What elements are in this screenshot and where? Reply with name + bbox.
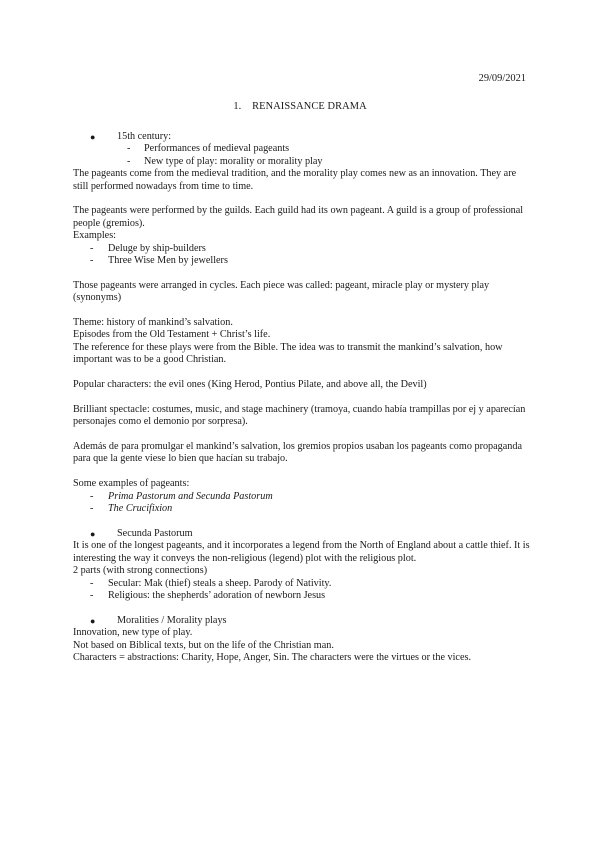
list-item: - Secular: Mak (thief) steals a sheep. Parody of Nativity.: [90, 577, 332, 589]
not-biblical-line: Not based on Biblical texts, but on the life of the Christian man.: [73, 639, 334, 651]
section-title: [0, 101, 600, 113]
bullet-icon: ●: [90, 615, 96, 626]
bullet-moralities: ● Moralities / Morality plays: [90, 614, 227, 626]
list-item: - Prima Pastorum and Secunda Pastorum: [90, 490, 273, 502]
dash-icon: -: [127, 143, 131, 155]
examples-label: Examples:: [73, 230, 117, 242]
dash-icon: -: [90, 589, 94, 601]
examples-pageants-label: Some examples of pageants:: [73, 478, 190, 490]
list-item: - Performances of medieval pageants: [127, 143, 290, 155]
list-item: - Deluge by ship-builders: [90, 242, 206, 254]
list-item: - New type of play: morality or morality play: [127, 155, 323, 167]
paragraph-guilds: The pageants were performed by the guilds. Each guild had its own pageant. A guild is a group of professional people (gremios).: [73, 205, 524, 229]
popular-characters-line: Popular characters: the evil ones (King Herod, Pontius Pilate, and above all, the Devil): [73, 379, 427, 391]
list-item: - Religious: the shepherds’ adoration of newborn Jesus: [90, 589, 326, 601]
list-item: - The Crucifixion: [90, 503, 173, 515]
spectacle-line: Brilliant spectacle: costumes, music, and stage machinery (tramoya, cuando había trampillas por ej y aparecían personajes como el demonio por sorpresa).: [73, 403, 526, 428]
bullet-15th-century: ● 15th century:: [90, 131, 172, 142]
title-number: 1.: [233, 101, 242, 112]
gremios-line: Además de para promulgar el mankind’s salvation, los gremios propios usaban los pageants como propaganda para que la gente viese lo bien que hacían su trabajo.: [73, 441, 522, 465]
episodes-line: Episodes from the Old Testament + Christ’s life.: [73, 329, 271, 341]
parts-label: 2 parts (with strong connections): [73, 565, 208, 577]
title-text: RENAISSANCE DRAMA: [252, 101, 367, 112]
dash-icon: -: [90, 503, 94, 515]
dash-icon: -: [90, 577, 94, 589]
document-body: [73, 131, 533, 664]
paragraph-cycles: Those pageants were arranged in cycles. Each piece was called: pageant, miracle play or mystery play (synonyms): [73, 279, 490, 304]
bullet-icon: ●: [90, 132, 96, 142]
paragraph-pageants-origin: The pageants come from the medieval tradition, and the morality play comes new as an innovation. They are still performed nowadays from time to time.: [73, 168, 517, 192]
characters-line: Characters = abstractions: Charity, Hope, Anger, Sin. The characters were the virtues or the vices.: [73, 651, 471, 663]
theme-line: Theme: history of mankind’s salvation.: [73, 317, 233, 329]
reference-line: The reference for these plays were from the Bible. The idea was to transmit the mankind’s salvation, how important was to be a good Christian.: [73, 341, 503, 366]
innovation-line: Innovation, new type of play.: [73, 627, 193, 639]
dash-icon: -: [90, 255, 94, 267]
dash-icon: -: [127, 155, 131, 167]
document-date: 29/09/2021: [478, 73, 526, 84]
bullet-secunda-pastorum: ● Secunda Pastorum: [90, 527, 193, 539]
bullet-icon: ●: [90, 528, 96, 539]
secunda-paragraph: It is one of the longest pageants, and it incorporates a legend from the North of England about a cattle thief. It is interesting the way it conveys the non-religious (legend) plot with the religious plot.: [73, 540, 530, 564]
dash-icon: -: [90, 242, 94, 254]
list-item: - Three Wise Men by jewellers: [90, 255, 228, 267]
dash-icon: -: [90, 490, 94, 502]
